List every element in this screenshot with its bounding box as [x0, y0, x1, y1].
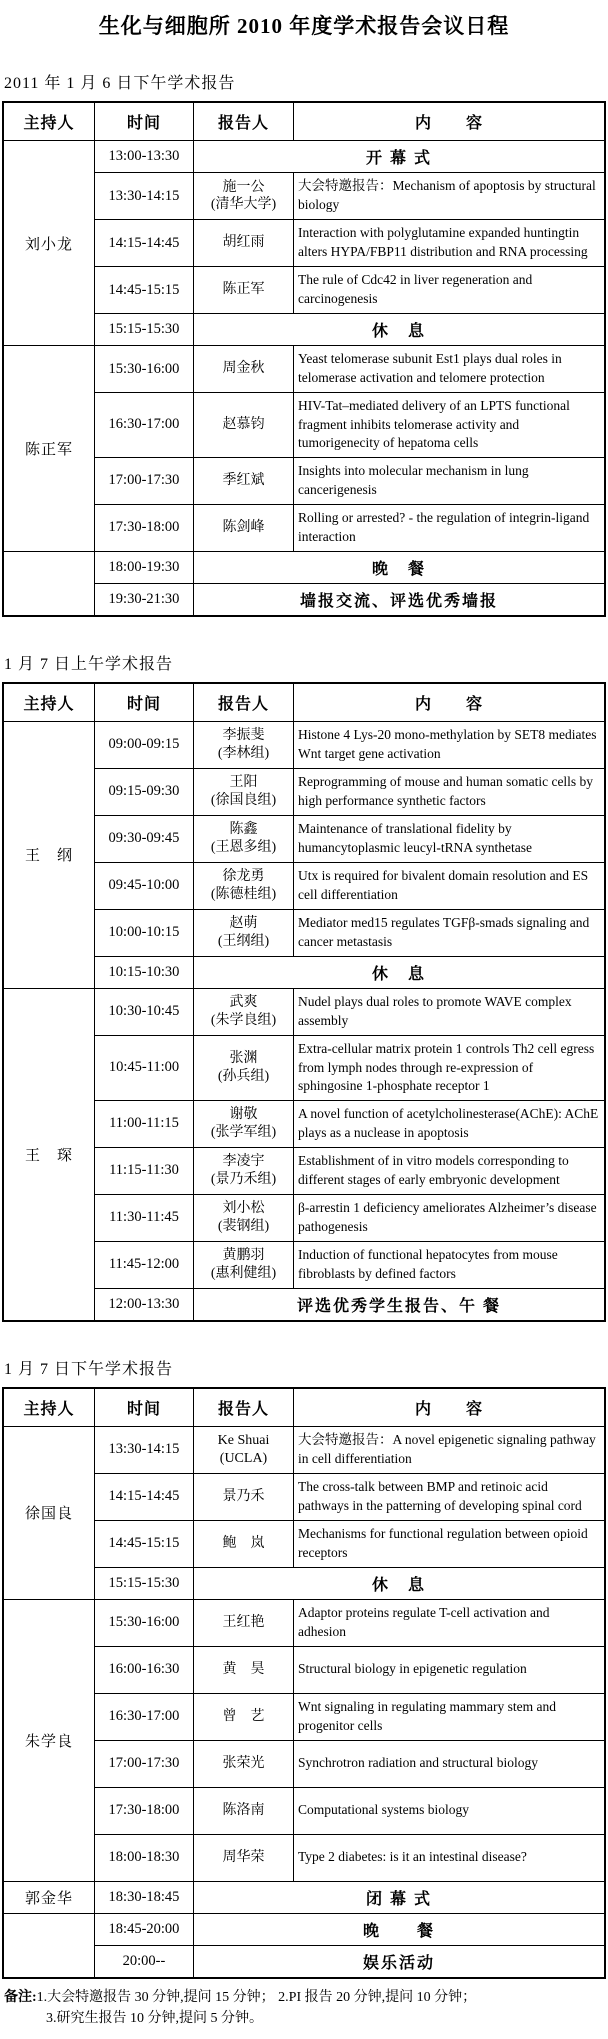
content-cell: A novel function of acetylcholinesterase(AChE): AChE plays as a nuclease in apoptosis: [294, 1100, 606, 1147]
section-heading: 1 月 7 日上午学术报告: [4, 655, 174, 673]
speaker-cell: [194, 1100, 294, 1147]
table-row: [3, 346, 605, 393]
speaker-name: 赵慕钧: [222, 417, 265, 433]
speaker-name: 张荣光: [222, 1756, 265, 1771]
footnote-line-2: 3.研究生报告 10 分钟,提问 5 分钟。: [46, 2010, 263, 2026]
content-cell: Yeast telomerase subunit Est1 plays dual roles in telomerase activation and telomere protection: [294, 346, 606, 393]
speaker-name: 黄鹏羽: [222, 1248, 265, 1264]
table-header-host: 主持人: [3, 102, 95, 141]
speaker-cell: [194, 267, 294, 314]
content-cell: Synchrotron radiation and structural biology: [294, 1740, 606, 1787]
schedule-table-jan7-pm: [2, 1387, 606, 1979]
time-cell: 18:45-20:00: [95, 1913, 194, 1945]
table-row: [3, 1913, 605, 1945]
table-header-host: 主持人: [3, 683, 95, 722]
speaker-cell: [194, 815, 294, 862]
speaker-cell: [194, 1520, 294, 1567]
speaker-cell: [194, 768, 294, 815]
time-cell: 16:00-16:30: [95, 1646, 194, 1693]
speaker-group: (UCLA): [219, 1450, 268, 1466]
time-cell: 16:30-17:00: [95, 393, 194, 458]
table-header-time: 时间: [95, 102, 194, 141]
speaker-cell: [194, 988, 294, 1035]
speaker-name: 胡红雨: [222, 235, 265, 251]
speaker-cell: [194, 457, 294, 504]
speaker-cell: [194, 1147, 294, 1194]
content-cell: Reprogramming of mouse and human somatic cells by high performance synthetic factors: [294, 768, 606, 815]
content-cell: Mechanisms for functional regulation between opioid receptors: [294, 1520, 606, 1567]
special-cell: 休 息: [194, 956, 606, 988]
speaker-cell: [194, 393, 294, 458]
speaker-name: 周华荣: [222, 1850, 265, 1865]
speaker-group: (裴钢组): [217, 1218, 270, 1234]
speaker-cell: [194, 1426, 294, 1473]
speaker-name: 谢敬: [229, 1107, 258, 1123]
special-cell: 评选优秀学生报告、午 餐: [194, 1288, 606, 1321]
time-cell: 14:45-15:15: [95, 267, 194, 314]
speaker-cell: [194, 1194, 294, 1241]
page-title: 生化与细胞所 2010 年度学术报告会议日程: [98, 14, 510, 38]
speaker-cell: [194, 1599, 294, 1646]
time-cell: 09:45-10:00: [95, 862, 194, 909]
time-cell: 13:00-13:30: [95, 141, 194, 173]
speaker-name: 陈正军: [222, 282, 265, 298]
table-header-time: 时间: [95, 683, 194, 722]
time-cell: 13:30-14:15: [95, 173, 194, 220]
speaker-cell: [194, 862, 294, 909]
speaker-cell: [194, 1787, 294, 1834]
content-cell: 大会特邀报告：Mechanism of apoptosis by structural biology: [294, 173, 606, 220]
speaker-cell: [194, 1035, 294, 1100]
content-cell: The rule of Cdc42 in liver regeneration and carcinogenesis: [294, 267, 606, 314]
schedule-document: [2, 0, 606, 2029]
speaker-name: Ke Shuai: [217, 1433, 270, 1449]
speaker-cell: [194, 504, 294, 551]
content-cell: HIV-Tat–mediated delivery of an LPTS functional fragment inhibits telomerase activity and tumorigenecity of hepatoma cells: [294, 393, 606, 458]
speaker-cell: [194, 1693, 294, 1740]
speaker-cell: [194, 909, 294, 956]
table-header-row: [3, 683, 605, 722]
content-cell: Type 2 diabetes: is it an intestinal disease?: [294, 1834, 606, 1881]
speaker-group: (王恩多组): [210, 839, 277, 855]
host-cell: [3, 551, 95, 616]
section-jan7-pm: [2, 1356, 606, 1979]
content-cell: Induction of functional hepatocytes from mouse fibroblasts by defined factors: [294, 1241, 606, 1288]
time-cell: 11:45-12:00: [95, 1241, 194, 1288]
time-cell: 16:30-17:00: [95, 1693, 194, 1740]
speaker-name: 陈洛南: [222, 1803, 265, 1818]
table-header-content: 内 容: [294, 1388, 606, 1427]
speaker-cell: [194, 346, 294, 393]
table-header-time: 时间: [95, 1388, 194, 1427]
speaker-name: 曾 艺: [222, 1709, 265, 1724]
content-cell: The cross-talk between BMP and retinoic acid pathways in the patterning of developing spinal cord: [294, 1473, 606, 1520]
speaker-group: (景乃禾组): [210, 1171, 277, 1187]
special-cell: 闭 幕 式: [194, 1881, 606, 1913]
host-cell: 朱学良: [3, 1599, 95, 1881]
speaker-name: 季红斌: [222, 473, 265, 489]
footnote-line-1: 1.大会特邀报告 30 分钟,提问 15 分钟； 2.PI 报告 20 分钟,提问 10 分钟；: [36, 1989, 477, 2005]
speaker-name: 鲍 岚: [222, 1536, 265, 1551]
host-cell: 王 琛: [3, 988, 95, 1320]
time-cell: 10:45-11:00: [95, 1035, 194, 1100]
time-cell: 17:00-17:30: [95, 457, 194, 504]
speaker-group: (王纲组): [217, 933, 270, 949]
speaker-name: 刘小松: [222, 1201, 265, 1217]
speaker-name: 李振斐: [222, 728, 265, 744]
table-row: [3, 1881, 605, 1913]
time-cell: 10:30-10:45: [95, 988, 194, 1035]
speaker-name: 施一公: [222, 179, 265, 195]
time-cell: 11:15-11:30: [95, 1147, 194, 1194]
time-cell: 17:30-18:00: [95, 1787, 194, 1834]
time-cell: 09:00-09:15: [95, 721, 194, 768]
special-cell: 开 幕 式: [194, 141, 606, 173]
content-cell: Structural biology in epigenetic regulation: [294, 1646, 606, 1693]
speaker-cell: [194, 721, 294, 768]
speaker-name: 王红艳: [222, 1615, 265, 1630]
time-cell: 15:30-16:00: [95, 346, 194, 393]
table-row: [3, 551, 605, 583]
content-cell: Histone 4 Lys-20 mono-methylation by SET8 mediates Wnt target gene activation: [294, 721, 606, 768]
speaker-cell: [194, 1473, 294, 1520]
speaker-cell: [194, 1834, 294, 1881]
table-header-speaker: 报告人: [194, 102, 294, 141]
speaker-name: 王阳: [229, 775, 258, 791]
table-header-speaker: 报告人: [194, 1388, 294, 1427]
speaker-group: (孙兵组): [217, 1068, 270, 1084]
speaker-cell: [194, 220, 294, 267]
speaker-cell: [194, 1241, 294, 1288]
speaker-group: (陈德桂组): [210, 886, 277, 902]
time-cell: 10:00-10:15: [95, 909, 194, 956]
time-cell: 14:15-14:45: [95, 220, 194, 267]
table-header-row: [3, 1388, 605, 1427]
special-cell: 晚 餐: [194, 551, 606, 583]
time-cell: 15:15-15:30: [95, 1567, 194, 1599]
content-cell: Insights into molecular mechanism in lung cancerigenesis: [294, 457, 606, 504]
time-cell: 09:30-09:45: [95, 815, 194, 862]
schedule-table-jan6-pm: [2, 101, 606, 617]
content-cell: Nudel plays dual roles to promote WAVE complex assembly: [294, 988, 606, 1035]
special-cell: 娱乐活动: [194, 1945, 606, 1978]
table-row: [3, 988, 605, 1035]
content-cell: β-arrestin 1 deficiency ameliorates Alzheimer’s disease pathogenesis: [294, 1194, 606, 1241]
section-heading: 2011 年 1 月 6 日下午学术报告: [4, 75, 236, 92]
speaker-group: (朱学良组): [210, 1012, 277, 1028]
section-heading: 1 月 7 日下午学术报告: [4, 1360, 174, 1378]
time-cell: 20:00--: [95, 1945, 194, 1978]
host-cell: 郭金华: [3, 1881, 95, 1913]
special-cell: 墙报交流、评选优秀墙报: [194, 583, 606, 616]
content-cell: Extra-cellular matrix protein 1 controls Th2 cell egress from lymph nodes through re-expression of sphingosine 1-phosphate receptor 1: [294, 1035, 606, 1100]
time-cell: 18:00-18:30: [95, 1834, 194, 1881]
speaker-group: (李林组): [217, 745, 270, 761]
time-cell: 14:45-15:15: [95, 1520, 194, 1567]
content-cell: Interaction with polyglutamine expanded huntingtin alters HYPA/FBP11 distribution and RNA processing: [294, 220, 606, 267]
table-header-speaker: 报告人: [194, 683, 294, 722]
speaker-cell: [194, 1740, 294, 1787]
table-row: [3, 1599, 605, 1646]
host-cell: 陈正军: [3, 346, 95, 552]
content-cell: Mediator med15 regulates TGFβ-smads signaling and cancer metastasis: [294, 909, 606, 956]
table-header-row: [3, 102, 605, 141]
time-cell: 17:30-18:00: [95, 504, 194, 551]
speaker-name: 李凌宇: [222, 1154, 265, 1170]
content-cell: Utx is required for bivalent domain resolution and ES cell differentiation: [294, 862, 606, 909]
time-cell: 14:15-14:45: [95, 1473, 194, 1520]
table-row: [3, 141, 605, 173]
host-cell: 刘小龙: [3, 141, 95, 346]
speaker-name: 武爽: [229, 995, 258, 1011]
time-cell: 12:00-13:30: [95, 1288, 194, 1321]
content-cell: Adaptor proteins regulate T-cell activation and adhesion: [294, 1599, 606, 1646]
special-cell: 休 息: [194, 314, 606, 346]
speaker-group: (徐国良组): [210, 792, 277, 808]
footnote-label: 备注:: [4, 1989, 37, 2005]
speaker-cell: [194, 173, 294, 220]
host-cell: 徐国良: [3, 1426, 95, 1599]
special-cell: 休 息: [194, 1567, 606, 1599]
section-jan6-pm: [2, 70, 606, 617]
speaker-name: 张渊: [229, 1051, 258, 1067]
time-cell: 11:30-11:45: [95, 1194, 194, 1241]
speaker-group: (惠利健组): [210, 1265, 277, 1281]
time-cell: 15:30-16:00: [95, 1599, 194, 1646]
section-jan7-am: [2, 651, 606, 1322]
speaker-cell: [194, 1646, 294, 1693]
content-cell: Wnt signaling in regulating mammary stem and progenitor cells: [294, 1693, 606, 1740]
table-row: [3, 1426, 605, 1473]
table-header-content: 内 容: [294, 683, 606, 722]
time-cell: 13:30-14:15: [95, 1426, 194, 1473]
table-row: [3, 721, 605, 768]
footnote: [4, 1987, 606, 2029]
time-cell: 19:30-21:30: [95, 583, 194, 616]
time-cell: 11:00-11:15: [95, 1100, 194, 1147]
speaker-name: 陈剑峰: [222, 520, 265, 536]
speaker-name: 周金秋: [222, 361, 265, 377]
speaker-name: 徐龙勇: [222, 869, 265, 885]
time-cell: 10:15-10:30: [95, 956, 194, 988]
speaker-group: (清华大学): [210, 197, 277, 212]
host-cell: [3, 1913, 95, 1978]
time-cell: 15:15-15:30: [95, 314, 194, 346]
table-header-host: 主持人: [3, 1388, 95, 1427]
time-cell: 09:15-09:30: [95, 768, 194, 815]
speaker-name: 景乃禾: [222, 1489, 265, 1504]
time-cell: 18:30-18:45: [95, 1881, 194, 1913]
speaker-name: 赵萌: [229, 916, 258, 932]
table-header-content: 内 容: [294, 102, 606, 141]
host-cell: 王 纲: [3, 721, 95, 988]
content-cell: Maintenance of translational fidelity by humancytoplasmic leucyl-tRNA synthetase: [294, 815, 606, 862]
content-cell: Computational systems biology: [294, 1787, 606, 1834]
content-cell: Rolling or arrested? - the regulation of integrin-ligand interaction: [294, 504, 606, 551]
time-cell: 17:00-17:30: [95, 1740, 194, 1787]
speaker-name: 陈鑫: [229, 822, 258, 838]
special-cell: 晚 餐: [194, 1913, 606, 1945]
schedule-table-jan7-am: [2, 682, 606, 1322]
speaker-group: (张学军组): [210, 1124, 277, 1140]
content-cell: 大会特邀报告：A novel epigenetic signaling pathway in cell differentiation: [294, 1426, 606, 1473]
speaker-name: 黄 昊: [222, 1662, 265, 1677]
content-cell: Establishment of in vitro models corresponding to different stages of early embryonic development: [294, 1147, 606, 1194]
time-cell: 18:00-19:30: [95, 551, 194, 583]
